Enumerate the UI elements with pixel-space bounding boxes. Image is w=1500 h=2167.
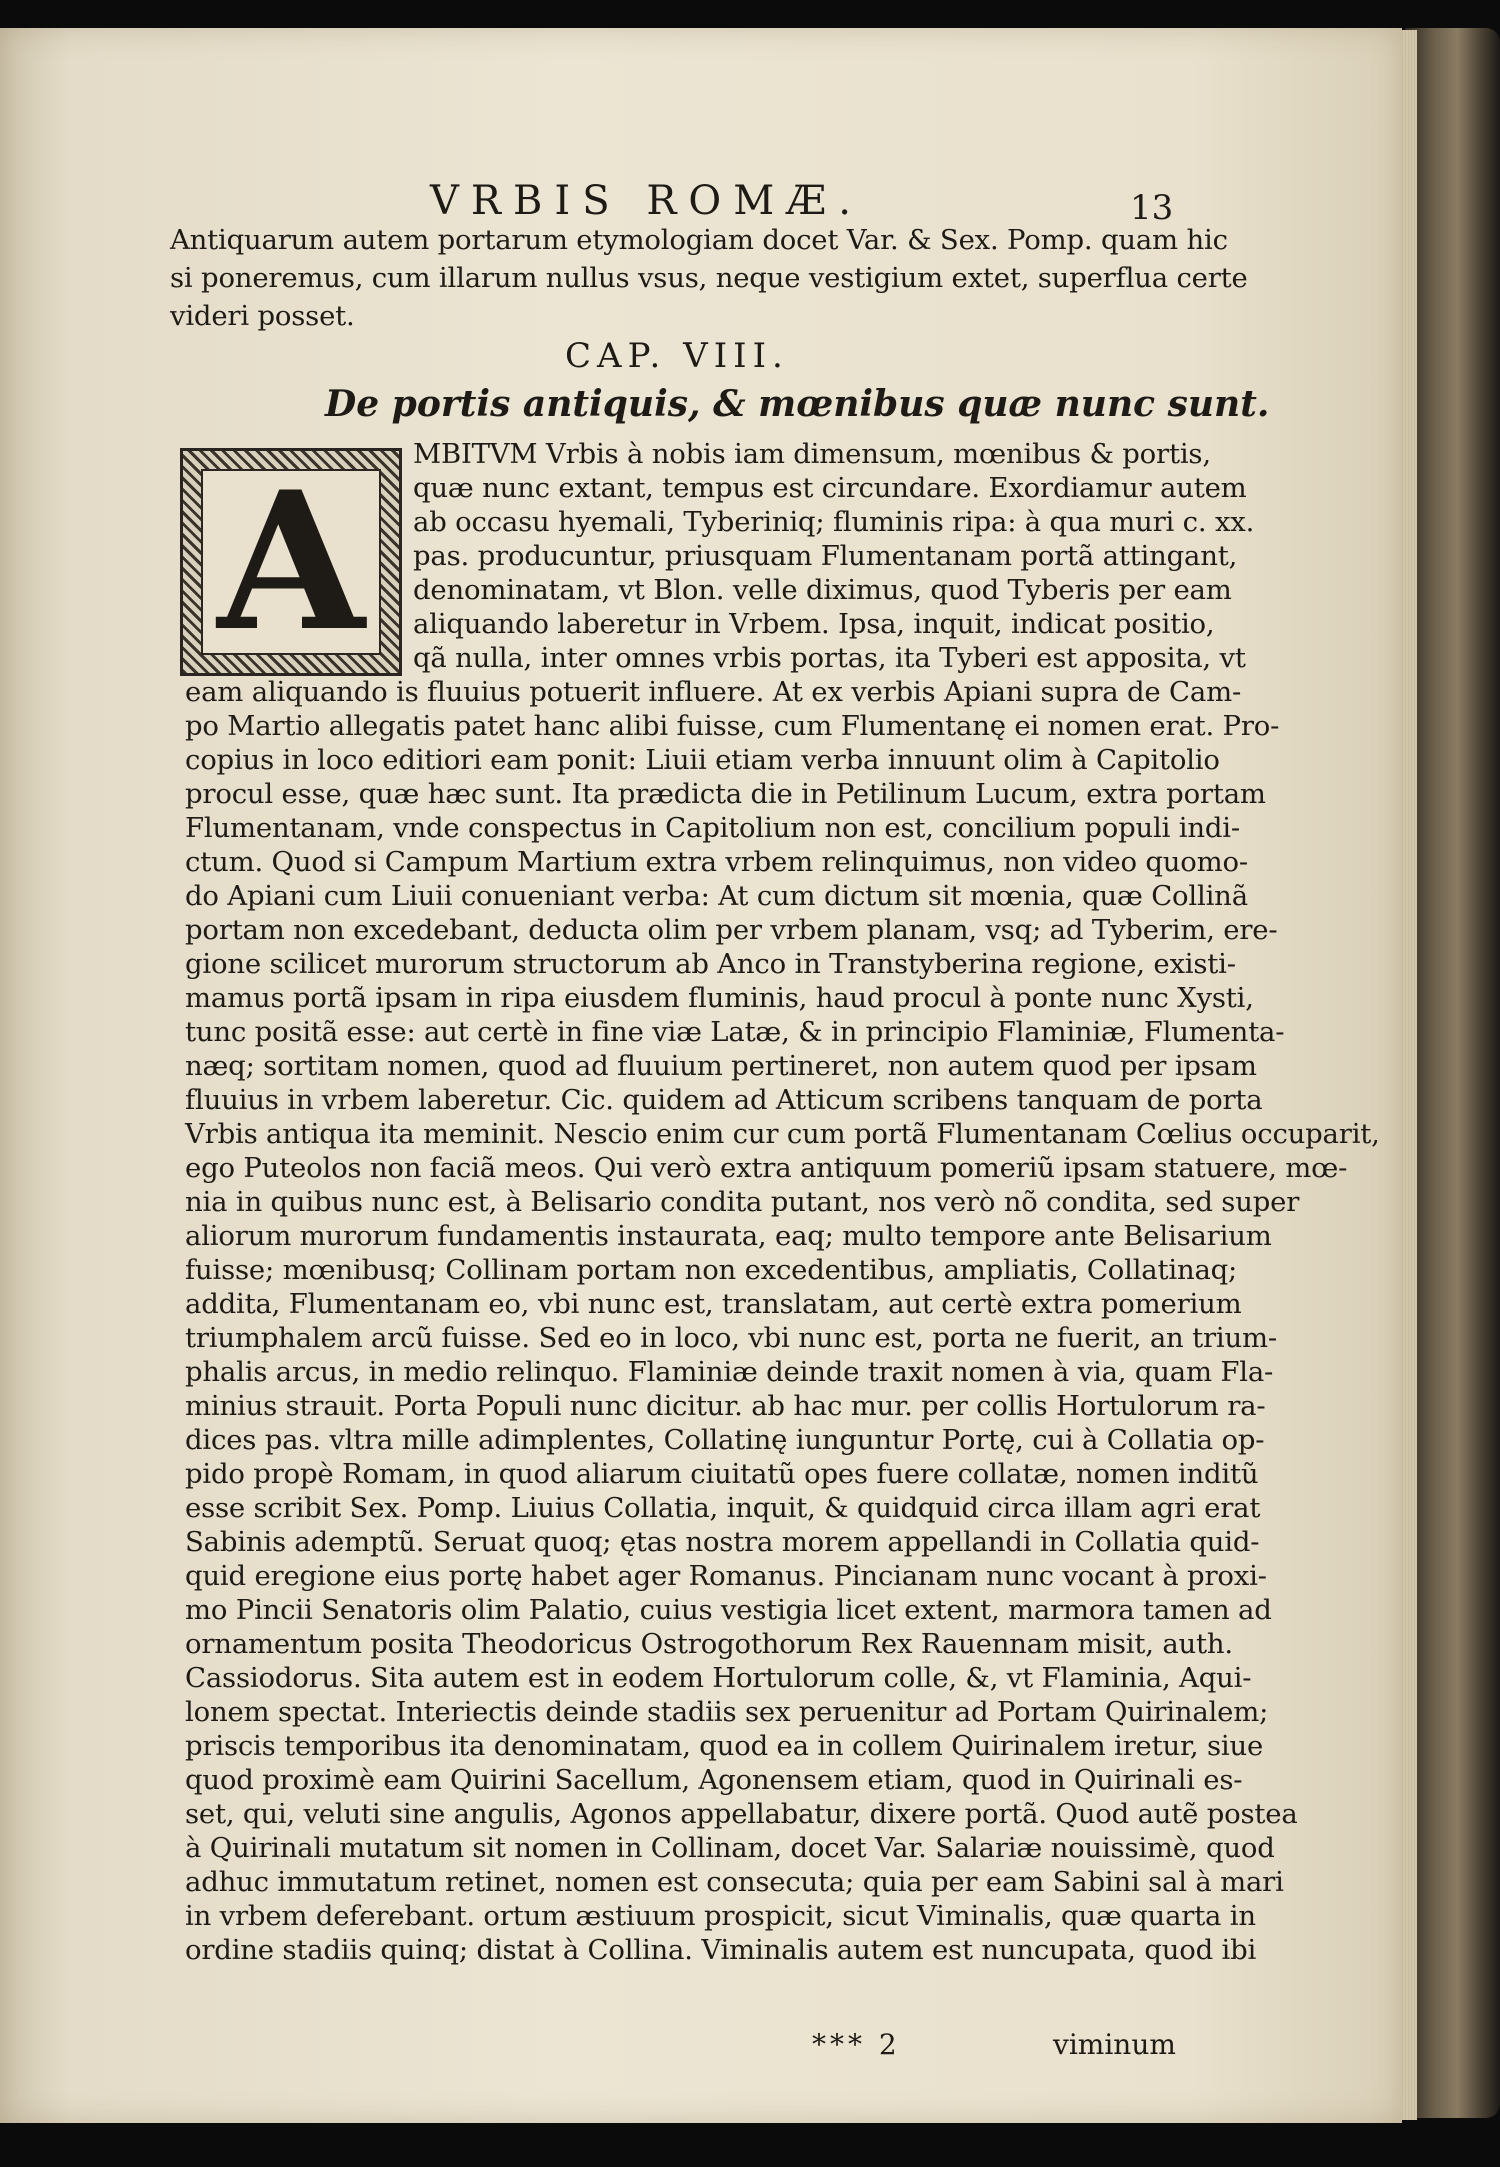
indented-line: aliquando laberetur in Vrbem. Ipsa, inquit, indicat positio, — [413, 608, 1215, 640]
body-line: gione scilicet murorum structorum ab Anco in Transtyberina regione, existi- — [185, 948, 1236, 980]
body-line: lonem spectat. Interiectis deinde stadiis sex peruenitur ad Portam Quirinalem; — [185, 1696, 1269, 1728]
body-line: mamus portã ipsam in ripa eiusdem fluminis, haud procul à ponte nunc Xysti, — [185, 982, 1254, 1014]
body-line: eam aliquando is fluuius potuerit influere. At ex verbis Apiani supra de Cam- — [185, 676, 1242, 708]
body-line: mo Pincii Senatoris olim Palatio, cuius vestigia licet extent, marmora tamen ad — [185, 1594, 1272, 1626]
body-line: addita, Flumentanam eo, vbi nunc est, translatam, aut certè extra pomerium — [185, 1288, 1242, 1320]
body-line: Cassiodorus. Sita autem est in eodem Hortulorum colle, &, vt Flaminia, Aqui- — [185, 1662, 1252, 1694]
book-page — [0, 28, 1402, 2123]
decorated-initial-icon — [180, 448, 402, 676]
running-head: VRBIS ROMÆ. — [430, 178, 863, 224]
body-line: Flumentanam, vnde conspectus in Capitolium non est, concilium populi indi- — [185, 812, 1240, 844]
body-line: triumphalem arcũ fuisse. Sed eo in loco, vbi nunc est, porta ne fuerit, an trium- — [185, 1322, 1277, 1354]
body-line: fluuius in vrbem laberetur. Cic. quidem ad Atticum scribens tanquam de porta — [185, 1084, 1263, 1116]
body-line: po Martio allegatis patet hanc alibi fuisse, cum Flumentanę ei nomen erat. Pro- — [185, 710, 1280, 742]
body-line: do Apiani cum Liuii conueniant verba: At cum dictum sit mœnia, quæ Collinã — [185, 880, 1248, 912]
body-line: fuisse; mœnibusq; Collinam portam non excedentibus, ampliatis, Collatinaq; — [185, 1254, 1238, 1286]
body-line: Vrbis antiqua ita meminit. Nescio enim cur cum portã Flumentanam Cœlius occuparit, — [185, 1118, 1380, 1150]
body-line: pido propè Romam, in quod aliarum ciuitatũ opes fuere collatæ, nomen inditũ — [185, 1458, 1259, 1490]
catchword: viminum — [1053, 2028, 1176, 2061]
body-line: ordine stadiis quinq; distat à Collina. Viminalis autem est nuncupata, quod ibi — [185, 1934, 1257, 1966]
body-line: tunc positã esse: aut certè in fine viæ Latæ, & in principio Flaminiæ, Flumenta- — [185, 1016, 1285, 1048]
body-line: quid eregione eius portę habet ager Romanus. Pincianam nunc vocant à proxi- — [185, 1560, 1267, 1592]
intro-line: Antiquarum autem portarum etymologiam docet Var. & Sex. Pomp. quam hic — [170, 224, 1228, 256]
body-line: set, qui, veluti sine angulis, Agonos appellabatur, dixere portã. Quod autẽ postea — [185, 1798, 1298, 1830]
initial-letter: A — [217, 450, 365, 673]
body-line: procul esse, quæ hæc sunt. Ita prædicta die in Petilinum Lucum, extra portam — [185, 778, 1266, 810]
body-line: phalis arcus, in medio relinquo. Flaminiæ deinde traxit nomen à via, quam Fla- — [185, 1356, 1274, 1388]
body-line: aliorum murorum fundamentis instaurata, eaq; multo tempore ante Belisarium — [185, 1220, 1272, 1252]
initial-frame — [201, 450, 381, 673]
page-number: 13 — [1130, 188, 1174, 228]
body-line: ego Puteolos non faciã meos. Qui verò extra antiquum pomeriũ ipsam statuere, mœ- — [185, 1152, 1348, 1184]
body-line: adhuc immutatum retinet, nomen est consecuta; quia per eam Sabini sal à mari — [185, 1866, 1284, 1898]
chapter-number: CAP. VIII. — [565, 336, 789, 376]
body-line: priscis temporibus ita denominatam, quod ea in collem Quirinalem iretur, siue — [185, 1730, 1264, 1762]
indented-line: MBITVM Vrbis à nobis iam dimensum, mœnibus & portis, — [413, 438, 1211, 470]
body-line: næq; sortitam nomen, quod ad fluuium pertineret, non autem quod per ipsam — [185, 1050, 1257, 1082]
body-line: ornamentum posita Theodoricus Ostrogothorum Rex Rauennam misit, auth. — [185, 1628, 1233, 1660]
intro-line: si poneremus, cum illarum nullus vsus, neque vestigium extet, superflua certe — [170, 262, 1248, 294]
body-line: nia in quibus nunc est, à Belisario condita putant, nos verò nõ condita, sed super — [185, 1186, 1300, 1218]
body-line: ctum. Quod si Campum Martium extra vrbem relinquimus, non video quomo- — [185, 846, 1248, 878]
indented-line: denominatam, vt Blon. velle diximus, quod Tyberis per eam — [413, 574, 1232, 606]
body-line: in vrbem deferebant. ortum æstiuum prospicit, sicut Viminalis, quæ quarta in — [185, 1900, 1256, 1932]
body-line: quod proximè eam Quirini Sacellum, Agonensem etiam, quod in Quirinali es- — [185, 1764, 1243, 1796]
indented-line: quæ nunc extant, tempus est circundare. Exordiamur autem — [413, 472, 1247, 504]
chapter-title: De portis antiquis, & mœnibus quæ nunc sunt. — [325, 383, 1270, 425]
body-line: à Quirinali mutatum sit nomen in Collinam, docet Var. Salariæ nouissimè, quod — [185, 1832, 1275, 1864]
indented-line: ab occasu hyemali, Tyberiniq; fluminis ripa: à qua muri c. xx. — [413, 506, 1255, 538]
indented-line: pas. producuntur, priusquam Flumentanam portã attingant, — [413, 540, 1238, 572]
body-line: portam non excedebant, deducta olim per vrbem planam, vsq; ad Tyberim, ere- — [185, 914, 1278, 946]
signature-mark: *** 2 — [812, 2028, 901, 2061]
body-line: dices pas. vltra mille adimplentes, Collatinę iunguntur Portę, cui à Collatia op- — [185, 1424, 1265, 1456]
indented-line: qã nulla, inter omnes vrbis portas, ita Tyberi est apposita, vt — [413, 642, 1246, 674]
body-line: copius in loco editiori eam ponit: Liuii etiam verba innuunt olim à Capitolio — [185, 744, 1220, 776]
intro-line: videri posset. — [170, 300, 355, 332]
body-line: Sabinis ademptũ. Seruat quoq; ętas nostra morem appellandi in Collatia quid- — [185, 1526, 1260, 1558]
body-line: esse scribit Sex. Pomp. Liuius Collatia, inquit, & quidquid circa illam agri erat — [185, 1492, 1261, 1524]
body-line: minius strauit. Porta Populi nunc dicitur. ab hac mur. per collis Hortulorum ra- — [185, 1390, 1266, 1422]
book-spine — [1405, 28, 1500, 2118]
